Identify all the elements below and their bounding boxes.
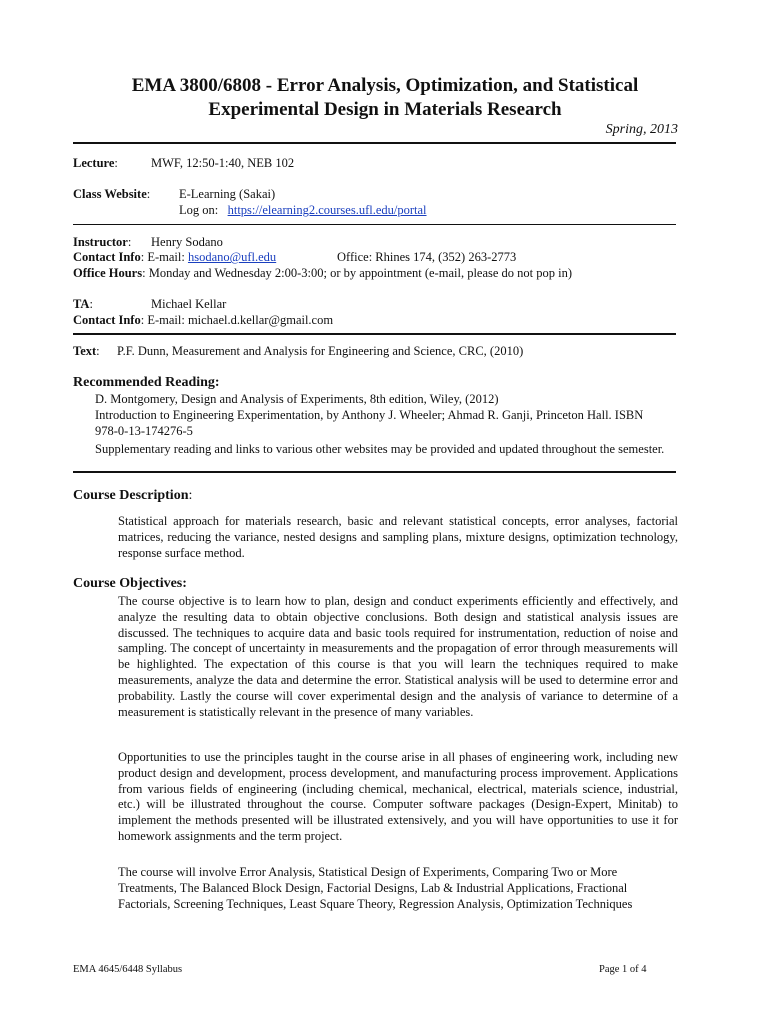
- instructor-email-link[interactable]: hsodano@ufl.edu: [187, 250, 277, 264]
- instructor-office: Office: Rhines 174, (352) 263-2773: [337, 250, 517, 264]
- ta-contact-row: Contact Info: E-mail: michael.d.kellar@gmail.com: [73, 313, 334, 327]
- recommended-item: Introduction to Engineering Experimentation, by Anthony J. Wheeler; Ahmad R. Ganji, Princeton Hall. ISBN: [95, 408, 644, 422]
- term-label: Spring, 2013: [605, 122, 678, 137]
- recommended-heading: Recommended Reading:: [73, 375, 220, 390]
- instructor-name: Henry Sodano: [151, 235, 223, 249]
- recommended-item: D. Montgomery, Design and Analysis of Experiments, 8th edition, Wiley, (2012): [95, 392, 499, 406]
- instructor-label: Instructor: [73, 235, 128, 249]
- contact-label: Contact Info: [73, 250, 141, 264]
- document-title: [60, 74, 710, 122]
- objectives-paragraph-3: The course will involve Error Analysis, Statistical Design of Experiments, Comparing Two or More Treatments, The Balanced Block Design, Factorial Designs, Lab & Industrial Applications, Fractional Factorials, Screening Techniques, Least Square Theory, Regression Analysis, Optimization Techniques: [118, 865, 633, 911]
- website-value: E-Learning (Sakai): [179, 187, 276, 201]
- ta-row: TA:: [73, 297, 93, 311]
- objectives-paragraph-1: The course objective is to learn how to plan, design and conduct experiments efficiently and effectively, and analyze the resulting data to obtain objective conclusions. Both design and statistical analysis issues are discussed. The techniques to acquire data and basic tools required for instrumentation, reduction of noise and sampling. The concept of uncertainty in measurements and the propagation of error through measurements will be highlighted. The expectation of this course is that you will learn the techniques required to make measurements, analyze the data and determine the error. Statistical analysis will be used to determine error and probability. Lastly the course will cover experimental design and the analysis of variance to determine of a measurement is statistically relevant in the presence of many variables.: [118, 594, 678, 719]
- text-label: Text: [73, 344, 97, 358]
- description-heading: Course Description: [73, 488, 189, 503]
- description-body: Statistical approach for materials research, basic and relevant statistical concepts, error analyses, factorial matrices, reducing the variance, nested designs and sampling plans, mixture designs, optimization technology, response surface method.: [118, 514, 678, 560]
- recommended-item: 978-0-13-174276-5: [95, 424, 193, 438]
- objectives-paragraph-2: Opportunities to use the principles taught in the course arise in all phases of engineering work, including new product design and development, process development, and manufacturing process improvement. Applications from various fields of engineering (including chemical, mechanical, electrical, materials science, industrial, etc.) will be illustrated throughout the course. Computer software packages (Design-Expert, Minitab) to implement the methods presented will be illustrated extensively, and you will have opportunities to use it for homework assignments and the term project.: [118, 750, 678, 843]
- divider: [73, 471, 676, 473]
- divider: [73, 224, 676, 225]
- portal-link[interactable]: https://elearning2.courses.ufl.edu/portal: [227, 203, 427, 217]
- ta-contact-label: Contact Info: [73, 313, 141, 327]
- email-prefix: E-mail:: [147, 250, 185, 264]
- lecture-row: Lecture:: [73, 156, 118, 170]
- website-row: Class Website:: [73, 187, 151, 201]
- title-line-2: Experimental Design in Materials Research: [208, 99, 562, 120]
- lecture-label: Lecture: [73, 156, 115, 170]
- instructor-row: Instructor:: [73, 235, 132, 249]
- ta-name: Michael Kellar: [151, 297, 227, 311]
- footer-course: EMA 4645/6448 Syllabus: [73, 964, 183, 975]
- logon-label: Log on:: [179, 203, 219, 217]
- title-line-1: EMA 3800/6808 - Error Analysis, Optimization, and Statistical: [131, 75, 639, 96]
- page-number: Page 1 of 4: [599, 964, 647, 975]
- office-hours-value: Monday and Wednesday 2:00-3:00; or by appointment (e-mail, please do not pop in): [148, 266, 573, 280]
- ta-label: TA: [73, 297, 90, 311]
- instructor-contact-row: Contact Info: E-mail: hsodano@ufl.edu: [73, 250, 277, 264]
- divider: [73, 142, 676, 144]
- objectives-heading: Course Objectives:: [73, 576, 187, 591]
- logon-row: [179, 203, 427, 218]
- text-row: Text:: [73, 344, 100, 358]
- divider: [73, 333, 676, 335]
- office-hours-row: Office Hours: Monday and Wednesday 2:00-3:00; or by appointment (e-mail, please do not pop in): [73, 266, 573, 280]
- website-label: Class Website: [73, 187, 147, 201]
- lecture-value: MWF, 12:50-1:40, NEB 102: [151, 156, 295, 170]
- office-hours-label: Office Hours: [73, 266, 143, 280]
- textbook: P.F. Dunn, Measurement and Analysis for Engineering and Science, CRC, (2010): [117, 344, 524, 358]
- description-heading-row: Course Description:: [73, 488, 193, 503]
- recommended-note: Supplementary reading and links to various other websites may be provided and updated throughout the semester.: [95, 442, 665, 456]
- ta-contact-value: E-mail: michael.d.kellar@gmail.com: [147, 313, 334, 327]
